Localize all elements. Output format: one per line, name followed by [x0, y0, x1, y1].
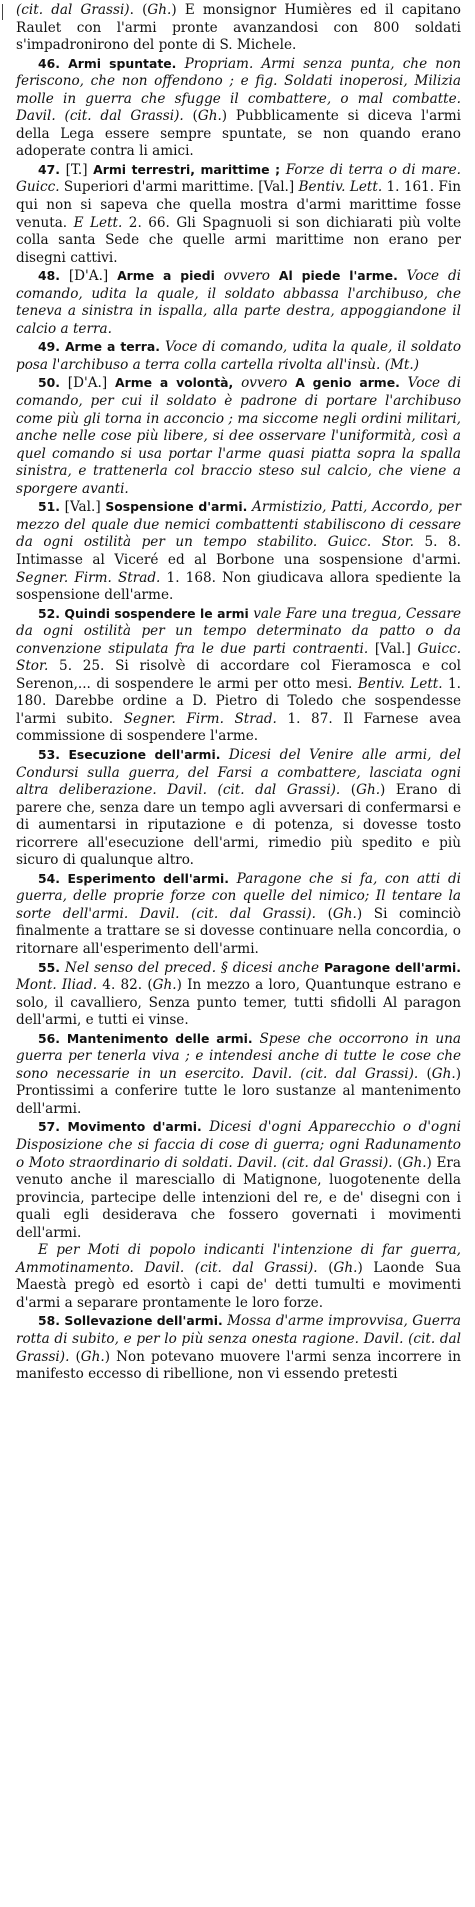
entry-text: Armistizio, Patti, Accordo, per mezzo del quale due nemici combattenti stabiliscono di cessare da ogni ostilità per un tempo stabilito. Guicc. Stor. [16, 499, 461, 551]
dictionary-entry [16, 498, 461, 604]
entry-headword: Sospensione d'armi. [105, 499, 248, 515]
entry-text: Mont. Iliad. [16, 977, 98, 994]
entry-text [215, 268, 224, 284]
entry-text: Paragone che si fa, con atti di guerra, delle proprie forze con quelle del nimico; Il tentare la sorte dell'armi. Davil. (cit. dal Grassi). [16, 870, 462, 922]
entry-text: Bentiv. Lett. [298, 179, 383, 196]
entry-text: ( [317, 1259, 334, 1276]
entry-text: ) Non potevano muovere l'armi senza incorrere in manifesto eccesso di ribellione, non vi essendo pretesti [16, 1348, 462, 1383]
entry-text: Gh. [147, 2, 172, 18]
entry-text: Dicesi del Venire alle armi, del Condursi sulla guerra, del Farsi a combattere, lasciata ogni altra deliberazione. Davil. (cit. dal Grassi). [16, 746, 461, 799]
entry-text: 1. 168. Non giudicava allora spediente la sospensione dell'arme. [16, 569, 462, 604]
entry-text: Mossa d'arme improvvisa, Guerra rotta di subito, e per lo più senza onesta ragione. Davil. (cit. dal Grassi). [16, 1313, 462, 1365]
entry-text: Guicc. Stor. [16, 640, 462, 675]
entry-text: Gh. [80, 1348, 105, 1365]
entry-headword: Esperimento dell'armi. [67, 870, 230, 886]
entry-text: vale Fare una tregua, Cessare da ogni ostilità per un tempo determinato da patto o da convenzione stipulata fra le due parti contraenti. [16, 605, 461, 657]
margin-rule [2, 4, 3, 20]
entry-text: 2. 66. Gli Spagnuoli si son dichiarati più volte colla santa Sede che quelle armi marittime non erano per disegni cattivi. [16, 214, 461, 266]
entry-text: 4. 82. ( [97, 977, 153, 994]
entry-text [233, 375, 241, 391]
entry-text: Segner. Firm. Strad. [16, 569, 161, 586]
entry-number: 46. [38, 55, 60, 71]
entry-text: ) Erano di parere che, senza dare un tempo agli avversari di confermarsi e di aumentarsi in riputazione e di potenza, si dovesse tosto ricorrere all'esecuzione dell'armi, rimedio più spedito e più sicuro di qualunque altro. [16, 782, 461, 869]
dictionary-entry [16, 338, 461, 374]
entry-text: [Val.] [64, 499, 106, 516]
entry-headword: Al piede l'arme. [278, 268, 398, 284]
entry-text: 1. 87. Il Farnese avea commissione di sospendere l'arme. [16, 710, 462, 745]
entry-text: (cit. dal Grassi) [16, 2, 130, 18]
entry-text: E Lett. [73, 214, 123, 231]
entry-number: 48. [38, 268, 60, 284]
entry-text [176, 56, 184, 72]
entry-headword: Sollevazione dell'armi. [64, 1313, 223, 1329]
entry-subparagraph [16, 1242, 461, 1312]
entry-text: Propriam. Armi senza punta, che non feriscono, che non offendono ; e fig. Soldati inoperosi, Milizia molle in guerra che sfugge il combattere, o mal combatte. Davil. (cit. dal Grassi). [16, 55, 461, 125]
dictionary-entry [16, 55, 461, 161]
entry-text: ) Era venuto anche il maresciallo di Matignone, luogotenente della provincia, partecipe delle intenzioni del re, e de' disegni con i quali egli desiderava che fossero governati i movimenti dell'armi. [16, 1154, 462, 1241]
entry-text: Forze di terra o di mare. Guicc. [16, 161, 462, 196]
entry-text: Gh. [333, 1259, 358, 1276]
entry-text: ( [340, 782, 357, 799]
entry-number: 54. [38, 870, 60, 886]
entry-text [270, 268, 279, 284]
entry-number: 47. [38, 161, 60, 177]
dictionary-entry [16, 267, 461, 338]
entry-headword: A genio arme. [295, 375, 400, 391]
entry-number: 49. [38, 339, 60, 355]
dictionary-entry [16, 161, 461, 267]
entry-number: 52. [38, 605, 60, 621]
entry-number: 50. [38, 375, 60, 391]
entry-text: ( [183, 108, 198, 125]
text-column [16, 2, 461, 1384]
continued-entry [16, 2, 461, 55]
entry-text: ) Prontissimi a conferire tutte le loro sustanze al mantenimento dell'armi. [16, 1065, 462, 1117]
entry-headword: Esecuzione dell'armi. [68, 746, 221, 762]
entry-headword: Arme a volontà, [115, 375, 234, 391]
entry-text: ) In mezzo a loro, Quantunque estrano e solo, il cavalliero, Senza punto temer, tutti sfidolli Al paragon dell'armi, e tutti ei vinse. [16, 977, 462, 1029]
entry-text: ( [69, 1348, 81, 1365]
entry-text: Voce di comando, per cui il soldato è padrone di portare l'archibuso come più gli torna in acconcio ; ma siccome negli ordini militari, anche nelle cose più libere, si dee osservare l'uniformità, così a quel comando si usa portar l'arme quasi piatta sopra la spalla sinistra, e trattenerla col braccio steso sul calcio, che viene a sporgere avanti. [16, 375, 461, 497]
entry-text [253, 1031, 260, 1047]
entry-text [400, 375, 408, 391]
entry-headword: Arme a terra. [64, 339, 160, 355]
entry-text: Dicesi d'ogni Apparecchio o d'ogni Disposizione che si faccia di cose di guerra; ogni Radunamento o Moto straordinario di soldati. Davil. (cit. dal Grassi). [16, 1119, 462, 1171]
entry-number: 56. [38, 1030, 60, 1046]
entry-headword: Mantenimento delle armi. [66, 1030, 253, 1046]
entry-headword: Arme a piedi [117, 268, 215, 284]
dictionary-entry [16, 1312, 461, 1383]
dictionary-entry [16, 1030, 461, 1119]
entry-headword: Armi terrestri, marittime ; [93, 161, 281, 177]
entry-text: Gh. [356, 782, 381, 799]
entry-text [398, 268, 407, 284]
entry-text [220, 747, 228, 763]
dictionary-entry [16, 1118, 461, 1312]
entry-text: Gh. [197, 108, 222, 125]
entry-text: 5. 25. Si risolvè di accordare col Fieramosca e col Serenon,... di sospendere le armi per otto mesi. [16, 658, 461, 692]
entry-text: Spese che occorrono in una guerra per tenerla viva ; e intendesi anche di tutte le cose che sono necessarie in un esercito. Davil. (cit. dal Grassi). [16, 1030, 461, 1082]
entry-text: ) Pubblicamente si diceva l'armi della Lega essere sempre spuntate, se non quando erano adoperate contra li amici. [16, 108, 462, 160]
entry-number: 53. [38, 746, 60, 762]
entry-text: [Val.] [368, 640, 418, 657]
entry-number: 55. [38, 959, 60, 975]
entry-headword: Paragone dell'armi. [323, 959, 462, 975]
dictionary-entry [16, 746, 461, 870]
entry-text [229, 871, 237, 887]
entry-text: [D'A.] [67, 375, 116, 392]
entry-text: E per Moti di popolo indicanti l'intenzione di far guerra, Ammotinamento. Davil. (cit. dal Grassi). [16, 1242, 461, 1276]
entry-headword: Quindi sospendere le armi [64, 605, 249, 621]
entry-text: ( [418, 1065, 432, 1082]
entry-text: 5. 8. Intimasse al Viceré ed al Borbone una sospensione d'armi. [16, 534, 461, 568]
entry-text: Voce di comando, udita la quale, il soldato posa l'archibuso a terra colla cartella rivolta all'insù. (Mt.) [16, 339, 462, 373]
entry-number: 58. [38, 1313, 60, 1329]
entry-text: [T.] [65, 161, 94, 178]
entry-text: Voce di comando, udita la quale, il soldato abbassa l'archibuso, che teneva a sinistra in ispalla, alla parte destra, appoggiandone il calcio a terra. [16, 268, 461, 337]
entry-text: Superiori d'armi marittime. [Val.] [59, 179, 299, 196]
entry-text: Segner. Firm. Strad. [123, 710, 277, 727]
dictionary-entry [16, 959, 461, 1030]
entry-text: ovvero [241, 375, 288, 392]
entry-text: ( [315, 905, 333, 922]
entry-text: [D'A.] [68, 268, 118, 285]
entry-text: . ( [129, 2, 148, 18]
dictionary-entry [16, 374, 461, 498]
entry-text: ) E monsignor Humières ed il capitano Raulet con l'armi pronte avanzandosi con 800 soldati s'impadronirono del ponte di S. Michele. [16, 2, 461, 54]
entry-text: Bentiv. Lett. [357, 675, 443, 692]
dictionary-entry [16, 870, 461, 959]
entry-text: Nel senso del preced. § dicesi anche [64, 959, 319, 976]
entry-text: Gh. [402, 1154, 427, 1171]
entry-text: ovvero [223, 268, 270, 285]
entry-number: 57. [38, 1119, 60, 1135]
entry-headword: Armi spuntate. [68, 55, 177, 71]
entry-text: ) Laonde Sua Maestà pregò ed esortò i capi de' detti tumulti e movimenti d'armi a separare prontamente le loro forze. [16, 1259, 462, 1311]
entry-text: Gh. [152, 977, 177, 994]
entry-number: 51. [38, 499, 60, 515]
entry-headword: Movimento d'armi. [67, 1119, 202, 1135]
entry-text: Gh. [332, 905, 357, 922]
entry-text: ( [392, 1154, 403, 1171]
entry-text: Gh. [431, 1065, 456, 1082]
entry-text: 1. 180. Darebbe ordine a D. Pietro di Toledo che sospendesse l'armi subito. [16, 675, 461, 727]
entry-text: 1. 161. Fin qui non si sapeva che quella mostra d'armi marittime fosse venuta. [16, 179, 461, 231]
entry-text: ) Si cominciò finalmente a trattare se si dovesse continuare nella concordia, o ritornare all'esperimento dell'armi. [16, 905, 461, 957]
dictionary-entry [16, 605, 461, 746]
